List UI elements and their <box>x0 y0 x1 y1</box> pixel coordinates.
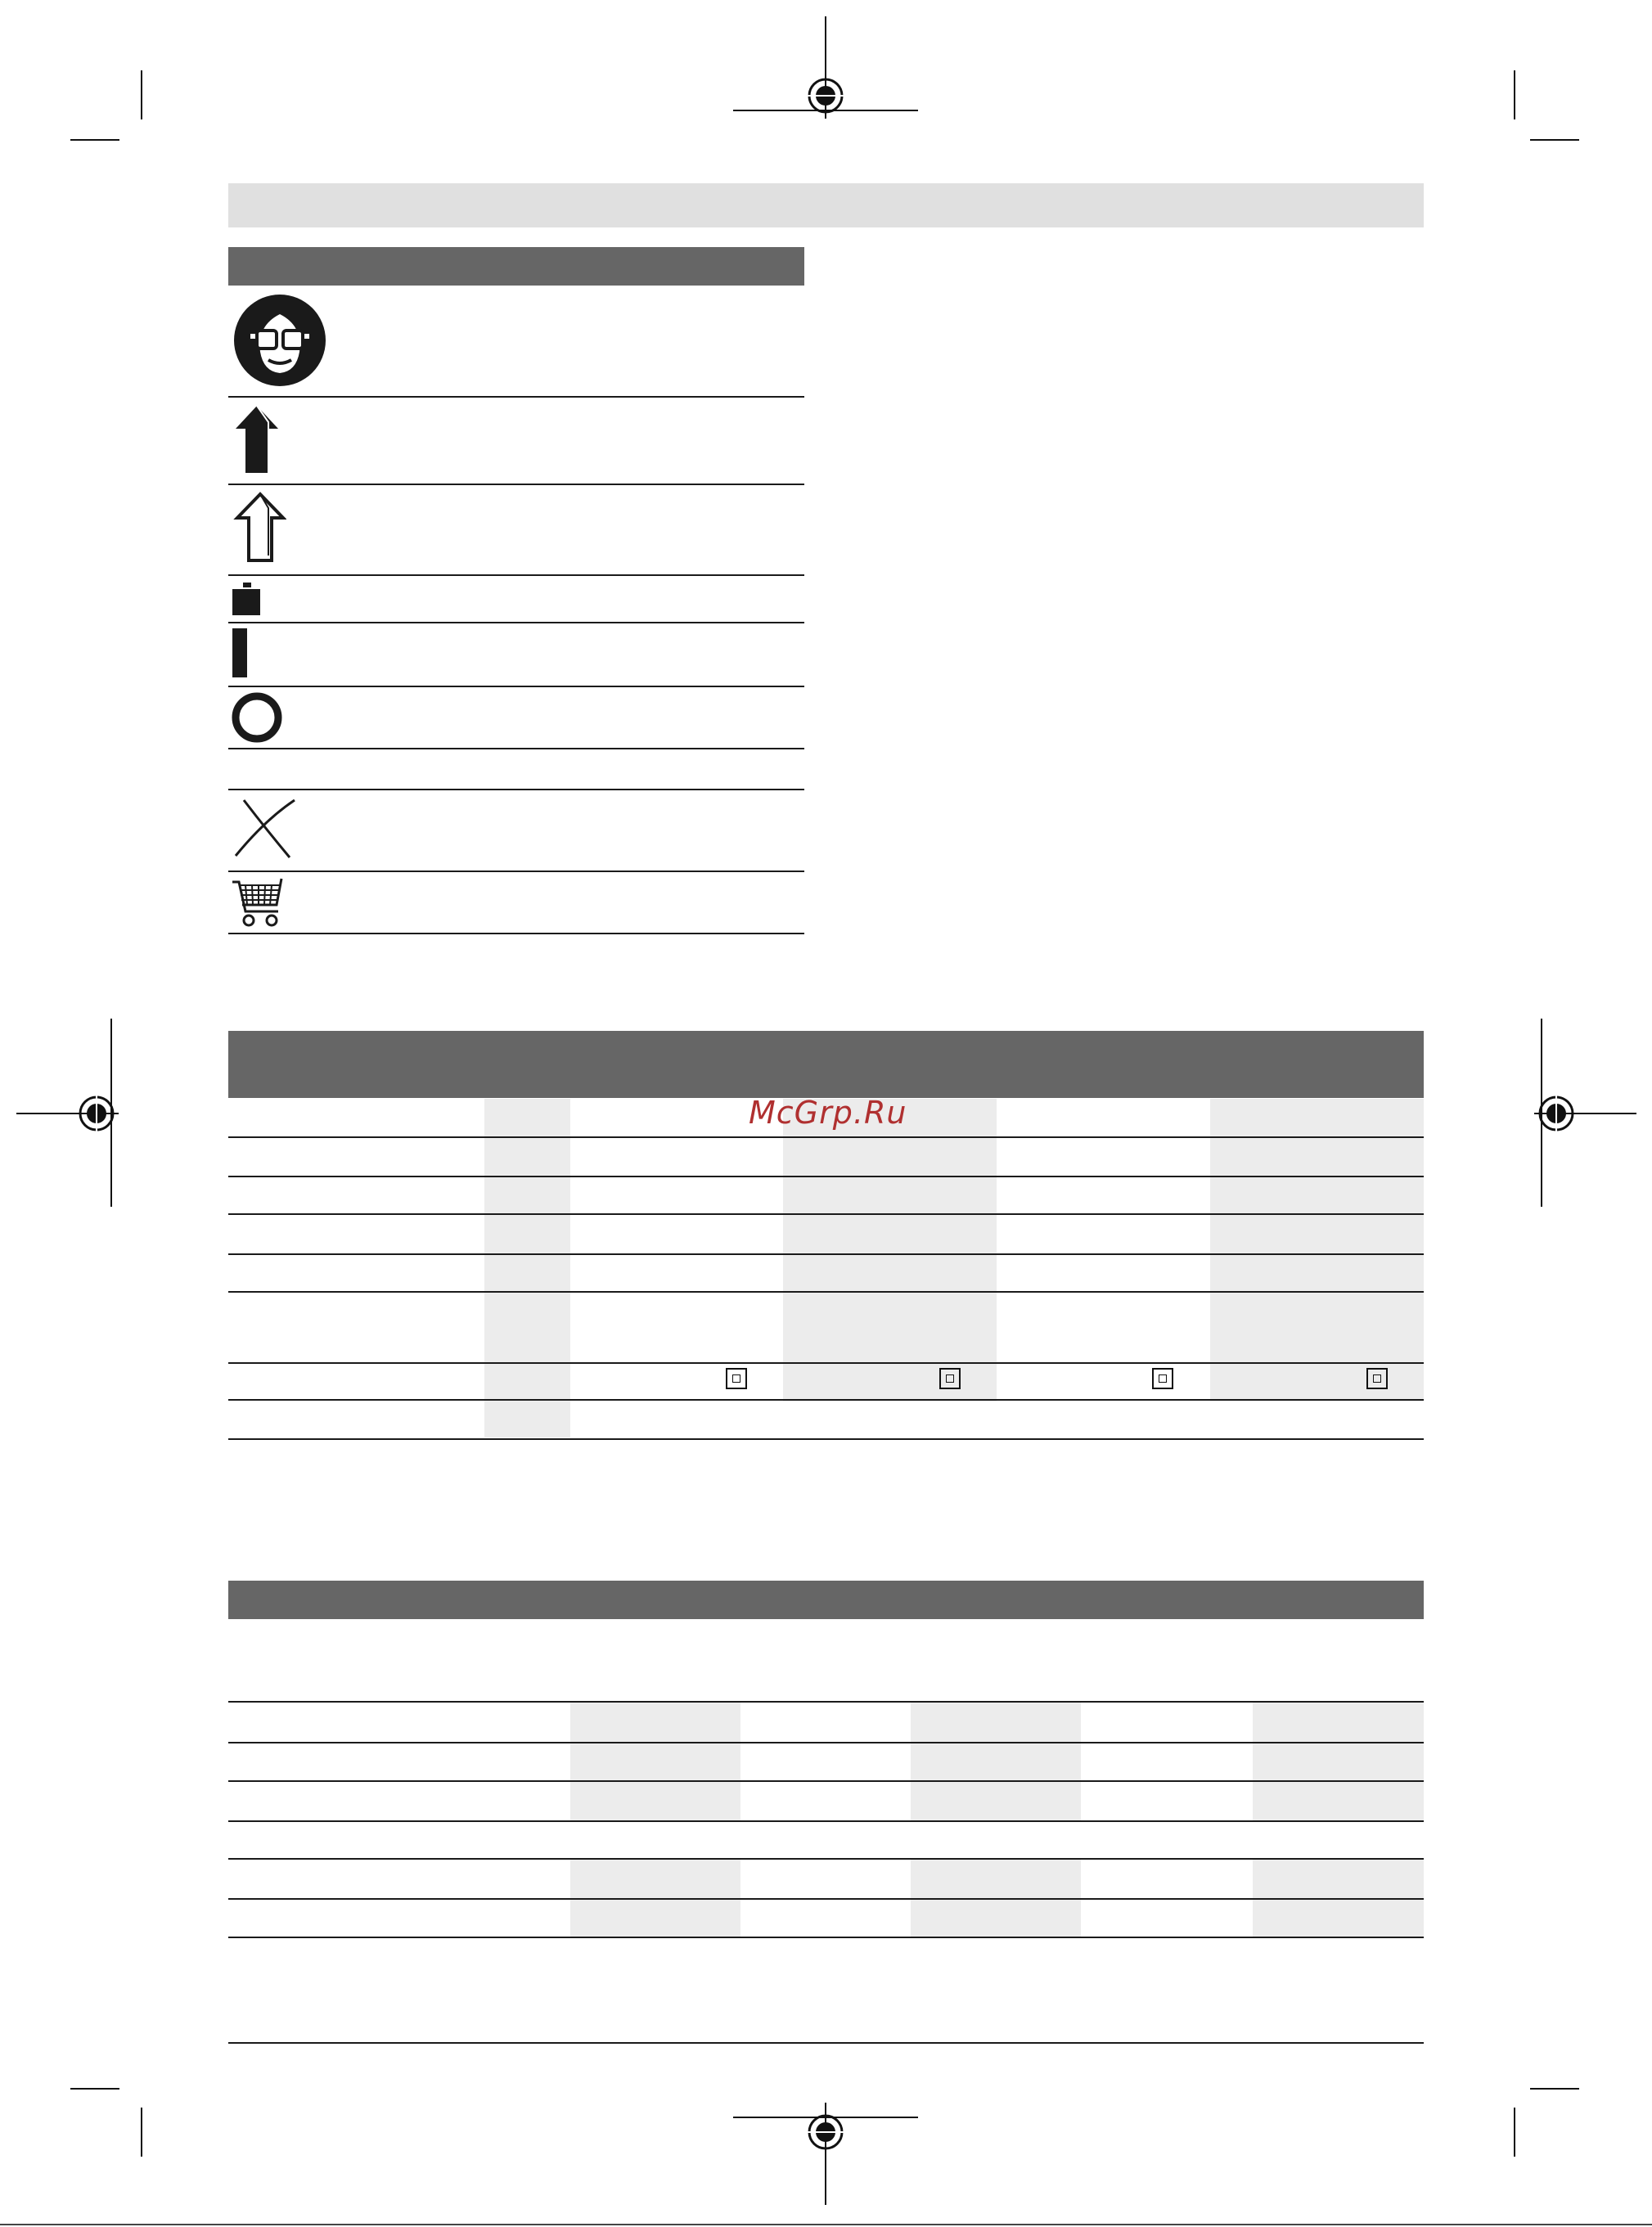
table-divider <box>228 1858 1424 1860</box>
data-column-1 <box>570 1703 740 1821</box>
registration-target-icon <box>733 16 921 123</box>
data-column-3 <box>911 1703 1081 1821</box>
data-column-4 <box>1210 1099 1424 1401</box>
table-divider <box>228 1399 1424 1401</box>
page-footer-rule <box>228 2042 1424 2044</box>
protection-class-ii-icon <box>1152 1368 1173 1389</box>
table-divider <box>228 1213 1424 1215</box>
crop-mark <box>70 2088 119 2090</box>
table-divider <box>228 574 804 576</box>
registration-target-icon <box>16 1019 123 1207</box>
technical-data-header <box>228 1031 1424 1098</box>
page-header-bar <box>228 183 1424 227</box>
watermark: McGrp.Ru <box>749 1095 907 1131</box>
table-divider <box>228 1820 1424 1822</box>
noise-vibration-header <box>228 1581 1424 1619</box>
table-divider <box>228 1253 1424 1255</box>
safety-goggles-icon <box>232 293 327 388</box>
protection-class-ii-icon <box>1366 1368 1388 1389</box>
table-divider <box>228 1742 1424 1743</box>
switch-on-icon <box>232 628 249 677</box>
table-divider <box>228 686 804 687</box>
weight-icon <box>232 581 262 617</box>
protection-class-ii-icon <box>726 1368 747 1389</box>
crop-mark <box>1514 70 1515 119</box>
unit-column <box>484 1099 570 1437</box>
shopping-cart-icon <box>231 877 290 928</box>
table-divider <box>228 1937 1424 1938</box>
table-divider <box>228 748 804 749</box>
table-divider <box>228 789 804 790</box>
table-divider <box>228 1176 1424 1177</box>
symbols-table-header <box>228 247 804 286</box>
crop-mark <box>70 139 119 141</box>
crop-mark <box>1514 2108 1515 2157</box>
crop-mark <box>141 2108 142 2157</box>
crop-mark <box>1530 139 1579 141</box>
data-column-5 <box>1253 1703 1424 1821</box>
table-divider <box>228 484 804 485</box>
data-column-2 <box>783 1099 997 1401</box>
table-divider <box>228 1438 1424 1440</box>
cross-icon <box>232 795 298 861</box>
bottom-edge-line <box>0 2224 1652 2225</box>
table-divider <box>228 871 804 872</box>
table-divider <box>228 933 804 934</box>
arrow-up-filled-icon <box>232 404 281 475</box>
crop-mark <box>141 70 142 119</box>
table-divider <box>228 1291 1424 1293</box>
protection-class-ii-icon <box>939 1368 961 1389</box>
table-divider <box>228 1701 1424 1703</box>
crop-mark <box>1530 2088 1579 2090</box>
gap-row <box>228 1822 1424 1858</box>
table-divider <box>228 1362 1424 1364</box>
table-divider <box>228 622 804 623</box>
table-divider <box>228 396 804 398</box>
arrow-up-outline-icon <box>232 492 286 564</box>
table-divider <box>228 1898 1424 1900</box>
registration-target-icon <box>1530 1019 1636 1207</box>
table-divider <box>228 1780 1424 1782</box>
registration-target-icon <box>733 2103 921 2209</box>
switch-off-icon <box>231 691 285 745</box>
table-divider <box>228 1136 1424 1138</box>
